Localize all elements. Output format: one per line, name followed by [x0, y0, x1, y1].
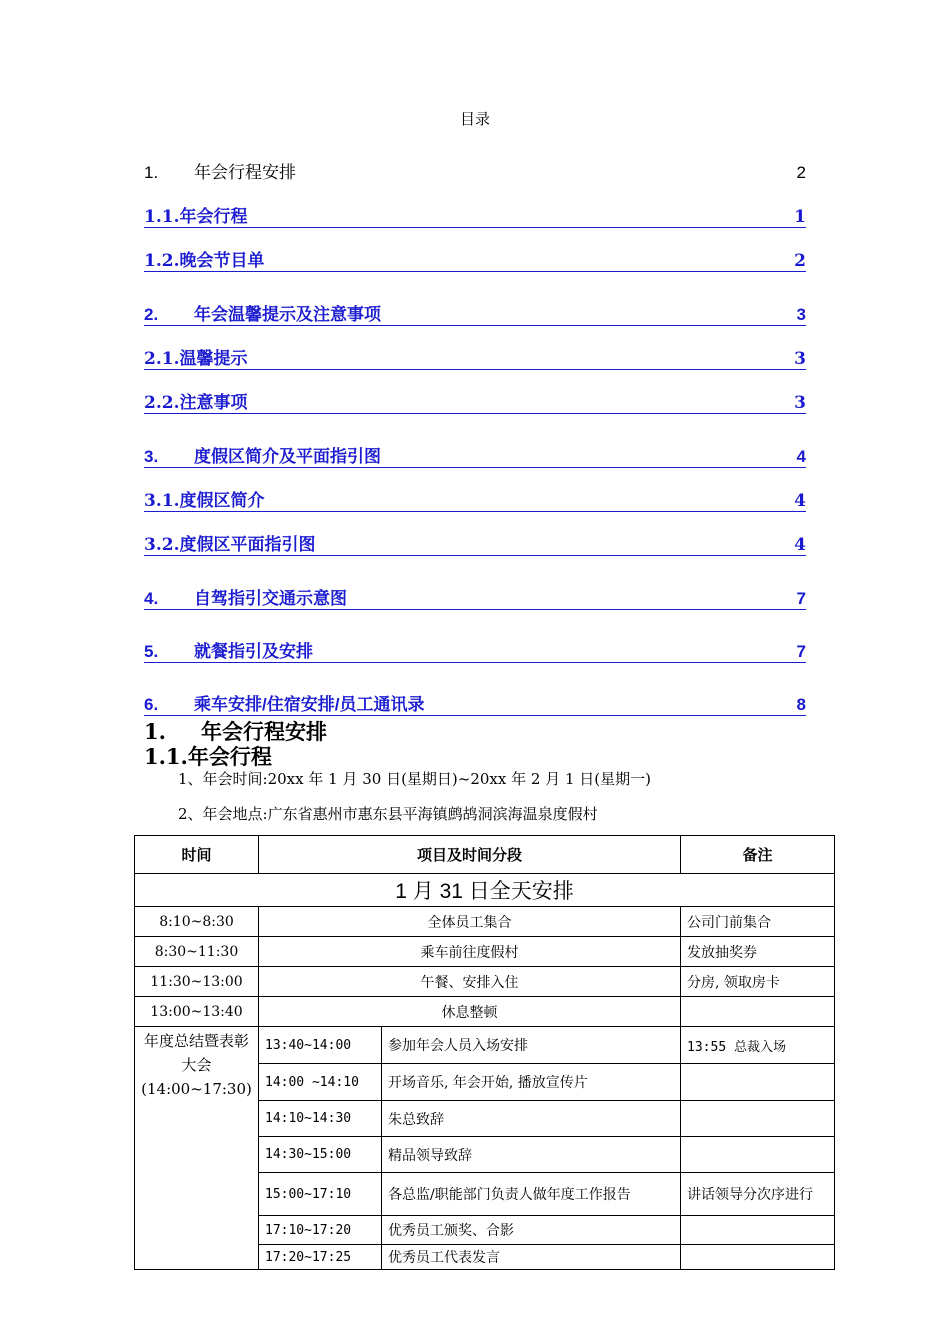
toc-entry-text: 乘车安排/住宿安排/员工通讯录: [194, 695, 425, 714]
toc-entry-3-1[interactable]: [144, 487, 806, 512]
cell-time: 17:10~17:20: [259, 1216, 382, 1245]
session-label: 年度总结暨表彰大会 (14:00~17:30): [135, 1027, 259, 1270]
cell-time: 8:30~11:30: [135, 937, 259, 967]
toc-entry-text: 3.1.度假区简介: [144, 491, 265, 511]
cell-time: 15:00~17:10: [259, 1173, 382, 1216]
cell-note: [681, 1216, 835, 1245]
cell-note: [681, 997, 835, 1027]
toc-entry-number: 1.: [144, 163, 159, 182]
toc-entry-number: 5.: [144, 642, 159, 661]
toc-entry-1-2[interactable]: [144, 247, 806, 272]
cell-item: 优秀员工颁奖、合影: [382, 1216, 681, 1245]
toc-entry-page: 1: [794, 207, 806, 227]
schedule-table: [134, 835, 835, 1270]
cell-note: 分房, 领取房卡: [681, 967, 835, 997]
toc-entry-text: 度假区简介及平面指引图: [194, 447, 381, 466]
cell-time: 8:10~8:30: [135, 907, 259, 937]
header-item: 项目及时间分段: [259, 836, 681, 874]
cell-note: 讲话领导分次序进行: [681, 1173, 835, 1216]
event-time-line: 1、年会时间:20xx 年 1 月 30 日(星期日)~20xx 年 2 月 1 日(星期一): [178, 770, 651, 788]
toc-entry-text: 就餐指引及安排: [194, 642, 313, 661]
toc-entry-page: 4: [794, 535, 806, 555]
cell-item: 乘车前往度假村: [259, 937, 681, 967]
toc-entry-page: 2: [794, 251, 806, 271]
toc-entry-page: 4: [796, 447, 806, 466]
subsection-heading: 1.1.年会行程: [144, 744, 272, 769]
event-location-line: 2、年会地点:广东省惠州市惠东县平海镇鹧鸪洞滨海温泉度假村: [178, 805, 598, 823]
toc-entry-text: 年会温馨提示及注意事项: [194, 305, 381, 324]
toc-entry-6[interactable]: [144, 691, 806, 716]
day-title: 1 月 31 日全天安排: [135, 874, 835, 907]
table-row: [135, 967, 835, 997]
cell-note: 发放抽奖券: [681, 937, 835, 967]
toc-entry-text: 年会行程安排: [194, 163, 296, 182]
cell-item: 全体员工集合: [259, 907, 681, 937]
toc-title: 目录: [459, 110, 490, 128]
toc-entry-4[interactable]: [144, 585, 806, 610]
toc-entry-text: 1.2.晚会节目单: [144, 251, 265, 271]
toc-entry-number: 4.: [144, 589, 159, 608]
cell-time: 14:10~14:30: [259, 1101, 382, 1137]
cell-time: 14:00 ~14:10: [259, 1064, 382, 1101]
toc-entry-number: 2.: [144, 305, 159, 324]
cell-time: 13:00~13:40: [135, 997, 259, 1027]
table-header-row: [135, 836, 835, 874]
toc-entry-1[interactable]: [144, 159, 806, 183]
cell-item: 优秀员工代表发言: [382, 1245, 681, 1270]
table-row: [135, 997, 835, 1027]
cell-time: 13:40~14:00: [259, 1027, 382, 1064]
cell-item: 精品领导致辞: [382, 1137, 681, 1173]
toc-entry-page: 8: [796, 695, 806, 714]
cell-item: 休息整顿: [259, 997, 681, 1027]
header-note: 备注: [681, 836, 835, 874]
toc-entry-number: 3.: [144, 447, 159, 466]
cell-item: 开场音乐, 年会开始, 播放宣传片: [382, 1064, 681, 1101]
table-row: [135, 1027, 835, 1064]
cell-time: 17:20~17:25: [259, 1245, 382, 1270]
toc-entry-3[interactable]: [144, 443, 806, 468]
toc-entry-page: 3: [796, 305, 806, 324]
section-number: 1.: [144, 719, 166, 744]
toc-entry-page: 2: [796, 163, 806, 182]
toc-entry-text: 2.2.注意事项: [144, 393, 248, 413]
cell-note: [681, 1245, 835, 1270]
toc-entry-page: 7: [796, 642, 806, 661]
toc-entry-1-1[interactable]: [144, 203, 806, 228]
toc-entry-text: 1.1.年会行程: [144, 207, 248, 227]
day-title-row: [135, 874, 835, 907]
toc-entry-3-2[interactable]: [144, 531, 806, 556]
cell-note: 13:55 总裁入场: [681, 1027, 835, 1064]
cell-time: 11:30~13:00: [135, 967, 259, 997]
toc-entry-page: 3: [794, 349, 806, 369]
cell-time: 14:30~15:00: [259, 1137, 382, 1173]
toc-entry-page: 7: [796, 589, 806, 608]
cell-note: [681, 1064, 835, 1101]
toc-entry-2-1[interactable]: [144, 345, 806, 370]
cell-note: 公司门前集合: [681, 907, 835, 937]
cell-note: [681, 1137, 835, 1173]
toc-entry-5[interactable]: [144, 638, 806, 663]
toc-entry-text: 自驾指引交通示意图: [194, 589, 347, 608]
table-row: [135, 937, 835, 967]
cell-item: 朱总致辞: [382, 1101, 681, 1137]
header-time: 时间: [135, 836, 259, 874]
cell-item: 午餐、安排入住: [259, 967, 681, 997]
toc-entry-page: 4: [794, 491, 806, 511]
toc-entry-text: 2.1.温馨提示: [144, 349, 248, 369]
toc-entry-2-2[interactable]: [144, 389, 806, 414]
table-row: [135, 907, 835, 937]
toc-entry-text: 3.2.度假区平面指引图: [144, 535, 316, 555]
toc-entry-2[interactable]: [144, 301, 806, 326]
toc-entry-page: 3: [794, 393, 806, 413]
cell-item: 各总监/职能部门负责人做年度工作报告: [382, 1173, 681, 1216]
cell-item: 参加年会人员入场安排: [382, 1027, 681, 1064]
toc-entry-number: 6.: [144, 695, 159, 714]
section-title: 年会行程安排: [201, 719, 327, 744]
cell-note: [681, 1101, 835, 1137]
